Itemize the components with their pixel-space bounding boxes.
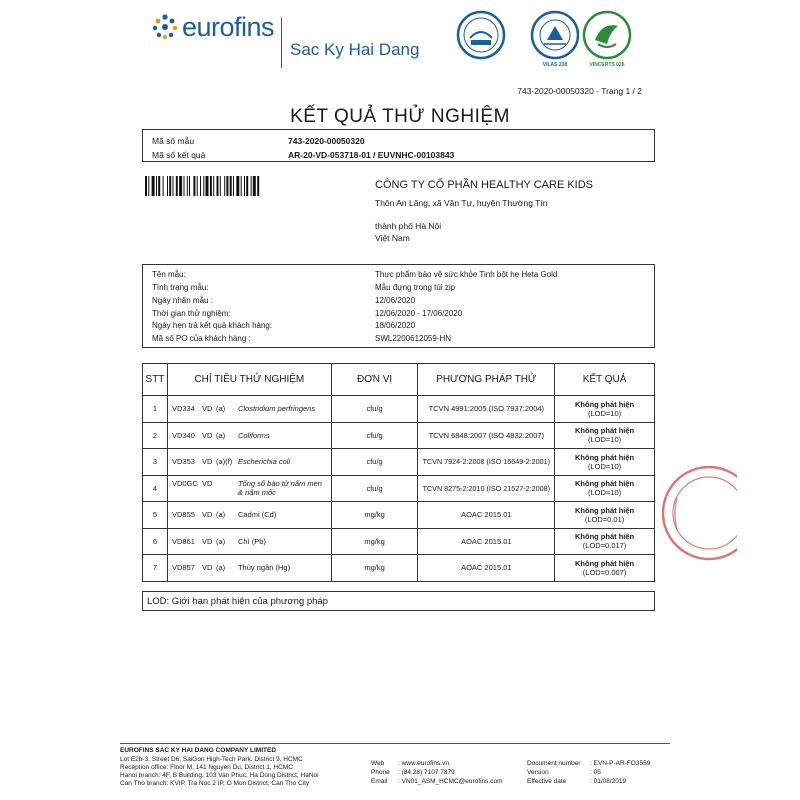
row-test-item xyxy=(167,528,331,555)
footer-doc-label: Document number xyxy=(527,760,581,767)
row-result xyxy=(555,475,655,502)
sample-condition-value: Mẫu đựng trong túi zip xyxy=(375,283,456,292)
row-unit: mg/kg xyxy=(331,502,418,529)
due-date-value: 18/06/2020 xyxy=(375,321,416,330)
customer-address-line3: Việt Nam xyxy=(375,233,410,243)
row-vd: VD xyxy=(201,536,213,546)
row-lod: (LOD=0.01) xyxy=(584,514,625,524)
row-code: VD0GC xyxy=(171,479,198,489)
row-stt: 4 xyxy=(143,475,168,502)
row-analyte: Coliforms xyxy=(237,430,270,440)
customer-address-line2: thành phố Hà Nội xyxy=(375,221,442,231)
row-vd: VD xyxy=(201,479,213,489)
row-unit: cfu/g xyxy=(331,396,418,423)
row-vd: VD xyxy=(201,510,213,520)
row-method: TCVN 7924-2:2008 (ISO 16649-2:2001) xyxy=(418,449,555,476)
row-vd: VD xyxy=(201,563,213,573)
table-row xyxy=(143,396,655,423)
row-flag: (a)(f) xyxy=(215,457,233,467)
footer-address3: Hanoi branch: 4F, B Building, 103 Van Phuc, Ha Dong District, HaNoi xyxy=(120,772,319,779)
table-row xyxy=(143,422,655,449)
row-code: VD857 xyxy=(171,563,195,573)
row-lod: (LOD=10) xyxy=(588,435,622,445)
row-result xyxy=(555,449,655,476)
row-analyte: Tổng số bào tử nấm men & nấm mốc xyxy=(237,479,322,498)
sample-name-value: Thực phẩm bảo vệ sức khỏe Tinh bột hẹ Heta Gold xyxy=(375,270,558,279)
sample-code-value: 743-2020-00050320 xyxy=(288,136,365,146)
eurofins-logo xyxy=(152,10,282,44)
table-row xyxy=(143,449,655,476)
row-vd: VD xyxy=(201,430,213,440)
footer-effective-value: : 01/08/2019 xyxy=(590,778,627,785)
eurofins-dots-icon xyxy=(152,14,178,40)
header-stt: STT xyxy=(143,364,168,396)
vilas-badge xyxy=(530,10,580,66)
test-period-value: 12/06/2020 - 17/06/2020 xyxy=(375,309,463,318)
footer-address1: Lot E2b-3, Street D6, SaiGon High-Tech Park, District 9, HCMC xyxy=(120,756,303,763)
row-vd: VD xyxy=(201,457,213,467)
due-date-label: Ngày hẹn trả kết quả khách hàng: xyxy=(152,321,273,330)
footer-phone-label: Phone xyxy=(371,769,390,776)
row-flag: (a) xyxy=(215,536,226,546)
footer-version-value: : 05 xyxy=(590,769,601,776)
row-result xyxy=(555,502,655,529)
row-result-text: Không phát hiện xyxy=(574,399,635,409)
row-test-item xyxy=(167,449,331,476)
test-period-label: Thời gian thử nghiệm: xyxy=(152,309,231,318)
ilac-mra-icon xyxy=(456,10,506,60)
row-flag: (a) xyxy=(215,404,226,414)
row-result xyxy=(555,422,655,449)
sample-condition-label: Tình trạng mẫu: xyxy=(152,283,209,292)
row-stt: 2 xyxy=(143,422,168,449)
barcode xyxy=(145,176,350,196)
row-unit: cfu/g xyxy=(331,449,418,476)
row-code: VD855 xyxy=(171,510,195,520)
footer-email-link[interactable]: : VN01_ASM_HCMC@eurofins.com xyxy=(398,778,503,785)
row-analyte: Chì (Pb) xyxy=(237,536,266,546)
row-vd: VD xyxy=(201,404,213,414)
header-unit: ĐƠN VỊ xyxy=(331,364,418,396)
row-code: VD340 xyxy=(171,430,195,440)
footer-phone-value: : (84.28) 7107 7879 xyxy=(398,769,455,776)
company-stamp xyxy=(647,458,737,568)
row-result-text: Không phát hiện xyxy=(574,558,635,568)
row-test-item xyxy=(167,502,331,529)
row-unit: cfu/g xyxy=(331,475,418,502)
row-code: VD334 xyxy=(171,404,195,414)
row-test-item xyxy=(167,555,331,582)
row-result xyxy=(555,396,655,423)
footer-email-label: Email xyxy=(371,778,388,785)
results-table xyxy=(142,363,655,582)
footer-doc-value: : EVN-P-AR-FO3559 xyxy=(590,760,651,767)
vinacert-badge xyxy=(582,10,632,66)
footer-version-label: Version xyxy=(527,769,549,776)
row-code: VD861 xyxy=(171,536,195,546)
table-row xyxy=(143,555,655,582)
vilas-caption: VILAS 238 xyxy=(542,62,568,68)
footer-address2: Reception office: Floor M, 141 Nguyen Du, District 1, HCMC xyxy=(120,764,293,771)
row-unit: mg/kg xyxy=(331,528,418,555)
received-date-label: Ngày nhận mẫu : xyxy=(152,296,213,305)
sample-code-label: Mã số mẫu xyxy=(152,136,195,146)
row-result-text: Không phát hiện xyxy=(574,532,635,542)
row-result-text: Không phát hiện xyxy=(574,426,635,436)
page-reference: 743-2020-00050320 - Trang 1 / 2 xyxy=(517,86,642,96)
page-title: KẾT QUẢ THỬ NGHIỆM xyxy=(290,106,510,127)
po-number-value: SWL2200612059-HN xyxy=(375,334,452,343)
table-row xyxy=(143,528,655,555)
ilac-mra-badge xyxy=(456,10,506,66)
row-test-item xyxy=(167,475,331,502)
header-result: KẾT QUẢ xyxy=(555,364,655,396)
brand-name: eurofins xyxy=(182,12,275,42)
row-stt: 6 xyxy=(143,528,168,555)
row-stt: 3 xyxy=(143,449,168,476)
row-flag: (a) xyxy=(215,563,226,573)
customer-name: CÔNG TY CỔ PHẦN HEALTHY CARE KIDS xyxy=(375,179,594,191)
row-result xyxy=(555,555,655,582)
row-analyte: Cadmi (Cd) xyxy=(237,510,277,520)
row-method: TCVN 8275-2:2010 (ISO 21527-2:2008) xyxy=(418,475,555,502)
sample-name-label: Tên mẫu: xyxy=(152,270,186,279)
row-lod: (LOD=10) xyxy=(588,488,622,498)
row-flag: (a) xyxy=(215,430,226,440)
row-stt: 5 xyxy=(143,502,168,529)
header-test-item: CHỈ TIÊU THỬ NGHIỆM xyxy=(167,364,331,396)
row-analyte: Escherichia coli xyxy=(237,457,291,467)
footer-web-link[interactable]: : www.eurofins.vn xyxy=(398,760,449,767)
row-lod: (LOD=10) xyxy=(588,461,622,471)
footer-company: EUROFINS SAC KY HAI DANG COMPANY LIMITED xyxy=(120,747,277,754)
row-unit: mg/kg xyxy=(331,555,418,582)
row-method: AOAC 2015.01 xyxy=(418,502,555,529)
header-method: PHƯƠNG PHÁP THỬ xyxy=(418,364,555,396)
row-test-item xyxy=(167,422,331,449)
footer-rule xyxy=(120,743,670,744)
lod-note: LOD: Giới hạn phát hiện của phương pháp xyxy=(142,591,655,611)
table-row xyxy=(143,502,655,529)
vinacert-caption: VINCERTS 026 xyxy=(589,62,625,68)
table-header-row xyxy=(143,364,655,396)
row-result-text: Không phát hiện xyxy=(574,505,635,515)
row-lod: (LOD=0.007) xyxy=(582,567,627,577)
row-method: TCVN 6848:2007 (ISO 4832:2007) xyxy=(418,422,555,449)
customer-address-line1: Thôn An Lãng, xã Văn Tự, huyện Thường Tín xyxy=(375,198,548,208)
footer-web-label: Web xyxy=(371,760,385,767)
received-date-value: 12/06/2020 xyxy=(375,296,416,305)
result-code-value: AR-20-VD-053718-01 / EUVNHC-00103843 xyxy=(288,150,455,160)
row-result-text: Không phát hiện xyxy=(574,479,635,489)
row-flag: (a) xyxy=(215,510,226,520)
footer-address4: Can Tho branch: KVIP, Tra Noc 2 IP, O Mon District, Can Tho City xyxy=(120,780,310,787)
row-analyte: Clostridium perfringens xyxy=(237,404,316,414)
result-code-label: Mã số kết quả xyxy=(152,150,206,160)
po-number-label: Mã số PO của khách hàng : xyxy=(152,334,251,343)
row-unit: cfu/g xyxy=(331,422,418,449)
row-stt: 1 xyxy=(143,396,168,423)
row-result xyxy=(555,528,655,555)
vinacert-icon xyxy=(582,10,632,60)
row-result-text: Không phát hiện xyxy=(574,452,635,462)
row-method: TCVN 4991:2005 (ISO 7937:2004) xyxy=(418,396,555,423)
row-method: AOAC 2015.01 xyxy=(418,555,555,582)
row-test-item xyxy=(167,396,331,423)
row-method: AOAC 2015.01 xyxy=(418,528,555,555)
row-code: VD353 xyxy=(171,457,195,467)
row-lod: (LOD=10) xyxy=(588,408,622,418)
logo-divider xyxy=(281,18,282,68)
row-stt: 7 xyxy=(143,555,168,582)
company-short-name: Sac Ky Hai Dang xyxy=(290,40,420,59)
table-row xyxy=(143,475,655,502)
footer-effective-label: Effective date xyxy=(527,778,567,785)
row-lod: (LOD=0.017) xyxy=(582,541,627,551)
row-analyte: Thủy ngân (Hg) xyxy=(237,563,291,573)
vilas-icon xyxy=(530,10,580,60)
